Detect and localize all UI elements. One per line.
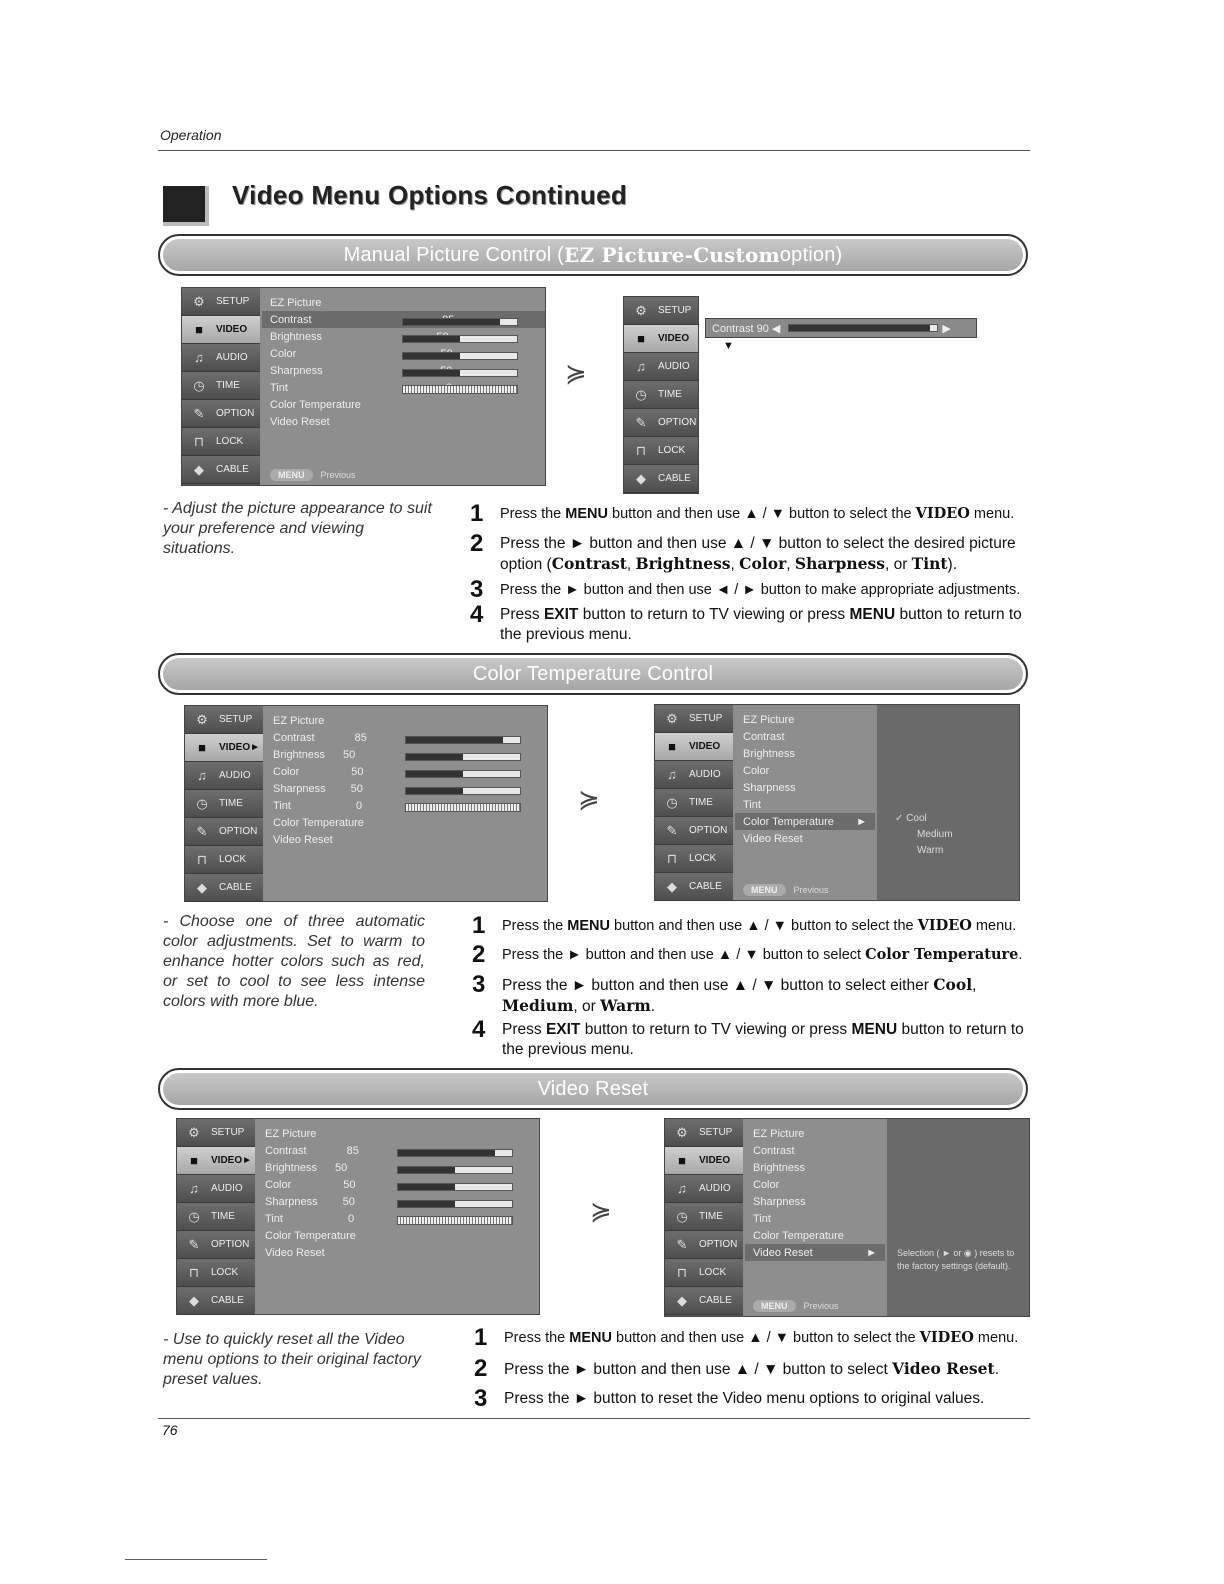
- tv-icon: ■: [195, 322, 203, 337]
- menu-brightness: Brightness 50: [273, 748, 356, 761]
- sidebar-video: ■ VIDEO ►: [185, 734, 263, 762]
- osd-sidebar-2: [624, 297, 698, 493]
- menu-ez-picture: EZ Picture: [753, 1127, 805, 1140]
- padlock-icon: ⊓: [676, 1264, 688, 1280]
- sidebar-lock: ⊓ LOCK: [185, 846, 263, 874]
- section-label: Operation: [160, 127, 222, 143]
- cable-icon: ◆: [667, 878, 677, 894]
- sidebar-audio: ♫ AUDIO: [624, 353, 698, 381]
- contrast-bar: [405, 736, 521, 744]
- brightness-bar: [402, 335, 518, 343]
- sidebar-audio: ♫ AUDIO: [665, 1175, 743, 1203]
- menu-ez-picture: EZ Picture: [273, 714, 325, 727]
- color-bar: [397, 1183, 513, 1191]
- menu-brightness: Brightness: [270, 330, 322, 343]
- section1-description: - Adjust the picture appearance to suit your preference and viewing situations.: [163, 500, 432, 557]
- tool-icon: ✎: [188, 1236, 200, 1252]
- padlock-icon: ⊓: [666, 850, 678, 866]
- banner-color-temperature: [158, 653, 1028, 695]
- menu-brightness: Brightness: [743, 747, 795, 760]
- osd-screen-video-menu-2: [184, 705, 548, 902]
- sidebar-time: ◷ TIME: [177, 1203, 255, 1231]
- menu-color: Color: [743, 764, 770, 777]
- menu-sharpness: Sharpness: [743, 781, 796, 794]
- menu-video-reset: Video Reset: [270, 415, 330, 428]
- sidebar-time: ◷ TIME: [655, 789, 733, 817]
- menu-sharpness: Sharpness: [270, 364, 323, 377]
- cable-icon: ◆: [194, 461, 204, 477]
- osd-menu-panel: [257, 1119, 539, 1314]
- menu-contrast: Contrast 85: [273, 731, 367, 744]
- speaker-icon: ♫: [677, 1181, 687, 1196]
- speaker-icon: ♫: [194, 350, 204, 365]
- wrench-icon: ⚙: [635, 302, 647, 318]
- speaker-icon: ♫: [197, 768, 207, 783]
- padlock-icon: ⊓: [188, 1264, 200, 1280]
- contrast-slider: [788, 324, 938, 332]
- sidebar-lock: ⊓ LOCK: [655, 845, 733, 873]
- tv-icon: ■: [198, 740, 206, 755]
- tv-icon: ■: [678, 1153, 686, 1168]
- banner-text: Color Temperature Control: [472, 662, 714, 685]
- wrench-icon: ⚙: [193, 293, 205, 309]
- contrast-bar: [402, 318, 518, 326]
- sidebar-time: ◷ TIME: [624, 381, 698, 409]
- arrow-right-icon: ≽: [590, 1196, 612, 1226]
- banner-text-a: Manual Picture Control (: [343, 243, 565, 266]
- tool-icon: ✎: [193, 405, 205, 421]
- section3-description: - Use to quickly reset all the Video menu options to their original factory preset values.: [163, 1331, 421, 1388]
- sidebar-lock: ⊓ LOCK: [177, 1259, 255, 1287]
- right-arrow-icon: ▶: [942, 322, 951, 335]
- padlock-icon: ⊓: [193, 433, 205, 449]
- sidebar-time: ◷ TIME: [665, 1203, 743, 1231]
- contrast-adjust-bar: [705, 318, 977, 338]
- menu-color: Color: [753, 1178, 780, 1191]
- sidebar-time: ◷ TIME: [185, 790, 263, 818]
- wrench-icon: ⚙: [188, 1124, 200, 1140]
- page-number: 76: [162, 1422, 178, 1438]
- menu-tint: Tint: [270, 381, 288, 394]
- sidebar-time: ◷ TIME: [182, 372, 260, 400]
- sidebar-setup: ⚙ SETUP: [665, 1119, 743, 1147]
- sidebar-video: ■ VIDEO ►: [177, 1147, 255, 1175]
- banner-manual-picture: [158, 234, 1028, 276]
- sidebar-video: ■ VIDEO: [655, 733, 733, 761]
- menu-footer: MENU Previous: [743, 884, 829, 896]
- menu-tint: Tint 0: [273, 799, 363, 812]
- menu-brightness: Brightness: [753, 1161, 805, 1174]
- tint-bar: [397, 1216, 513, 1225]
- tv-icon: ■: [668, 739, 676, 754]
- banner-text-c: option): [779, 243, 843, 266]
- option-cool: ✓ Cool: [895, 813, 927, 824]
- osd-sidebar: [665, 1119, 743, 1316]
- header-divider: [158, 150, 1030, 151]
- menu-brightness: Brightness 50: [265, 1161, 348, 1174]
- brightness-bar: [405, 753, 521, 761]
- menu-ez-picture: EZ Picture: [265, 1127, 317, 1140]
- speaker-icon: ♫: [667, 767, 677, 782]
- menu-tint: Tint 0: [265, 1212, 355, 1225]
- reset-note: Selection ( ► or ◉ ) resets to the factory settings (default).: [897, 1248, 1015, 1271]
- blue-underline: [125, 1559, 267, 1560]
- tool-icon: ✎: [635, 414, 647, 430]
- menu-sharpness: Sharpness: [753, 1195, 806, 1208]
- menu-contrast: Contrast: [743, 730, 785, 743]
- osd-sidebar: [182, 288, 260, 485]
- menu-contrast: Contrast: [753, 1144, 795, 1157]
- menu-tint: Tint: [743, 798, 761, 811]
- sharpness-bar: [397, 1200, 513, 1208]
- osd-menu-panel: [745, 1119, 885, 1316]
- tv-icon: ■: [637, 331, 645, 346]
- speaker-icon: ♫: [636, 359, 646, 374]
- menu-video-reset: Video Reset: [265, 1246, 325, 1259]
- arrow-right-icon: ≽: [565, 358, 587, 388]
- tool-icon: ✎: [666, 822, 678, 838]
- clock-icon: ◷: [666, 794, 678, 810]
- sidebar-video: ■ VIDEO: [624, 325, 698, 353]
- cable-icon: ◆: [636, 470, 646, 486]
- menu-color: Color: [270, 347, 297, 360]
- clock-icon: ◷: [193, 377, 205, 393]
- osd-menu-panel: [265, 706, 547, 901]
- sidebar-option: ✎ OPTION: [655, 817, 733, 845]
- sidebar-cable: ◆ CABLE: [655, 873, 733, 901]
- sidebar-option: ✎ OPTION: [665, 1231, 743, 1259]
- padlock-icon: ⊓: [196, 851, 208, 867]
- color-bar: [405, 770, 521, 778]
- menu-video-reset: Video Reset ►: [745, 1244, 885, 1261]
- sidebar-option: ✎ OPTION: [185, 818, 263, 846]
- osd-screen-video-menu-3: [176, 1118, 540, 1315]
- menu-sharpness: Sharpness 50: [265, 1195, 355, 1208]
- contrast-bar: [397, 1149, 513, 1157]
- sidebar-lock: ⊓ LOCK: [624, 437, 698, 465]
- menu-ez-picture: EZ Picture: [743, 713, 795, 726]
- sharpness-bar: [402, 369, 518, 377]
- menu-ez-picture: EZ Picture: [270, 296, 322, 309]
- padlock-icon: ⊓: [635, 442, 647, 458]
- osd-screen-video-reset: [664, 1118, 1030, 1317]
- osd-sidebar: [177, 1119, 255, 1314]
- sidebar-setup: ⚙ SETUP: [177, 1119, 255, 1147]
- tint-bar: [405, 803, 521, 812]
- sidebar-cable: ◆ CABLE: [182, 456, 260, 484]
- reset-note-panel: [887, 1119, 1029, 1316]
- banner-text: Video Reset: [537, 1077, 649, 1100]
- sidebar-audio: ♫ AUDIO: [185, 762, 263, 790]
- cable-icon: ◆: [677, 1292, 687, 1308]
- sidebar-option: ✎ OPTION: [177, 1231, 255, 1259]
- sidebar-audio: ♫ AUDIO: [655, 761, 733, 789]
- option-medium: Medium: [917, 829, 953, 840]
- menu-color: Color 50: [265, 1178, 356, 1191]
- menu-sharpness: Sharpness 50: [273, 782, 363, 795]
- menu-video-reset: Video Reset: [273, 833, 333, 846]
- menu-color-temperature: Color Temperature ►: [735, 813, 875, 830]
- menu-color-temperature: Color Temperature: [753, 1229, 844, 1242]
- arrow-right-icon: ≽: [578, 784, 600, 814]
- menu-contrast: Contrast 85: [265, 1144, 359, 1157]
- sidebar-cable: ◆ CABLE: [624, 465, 698, 493]
- tv-icon: ■: [190, 1153, 198, 1168]
- title-square-icon: [163, 186, 209, 226]
- menu-color: Color 50: [273, 765, 364, 778]
- sidebar-setup: ⚙ SETUP: [182, 288, 260, 316]
- osd-screen-contrast-adjust: [623, 296, 699, 494]
- clock-icon: ◷: [188, 1208, 200, 1224]
- wrench-icon: ⚙: [666, 710, 678, 726]
- osd-sidebar: [655, 705, 733, 900]
- sharpness-bar: [405, 787, 521, 795]
- osd-screen-color-temp: [654, 704, 1020, 901]
- clock-icon: ◷: [635, 386, 647, 402]
- cable-icon: ◆: [197, 879, 207, 895]
- tint-bar: [402, 385, 518, 394]
- menu-tint: Tint: [753, 1212, 771, 1225]
- menu-color-temperature: Color Temperature: [270, 398, 361, 411]
- sidebar-setup: ⚙ SETUP: [185, 706, 263, 734]
- contrast-adjust-label: Contrast 90 ◀: [712, 322, 781, 335]
- banner-text-b: EZ Picture-Custom: [564, 243, 780, 267]
- sidebar-audio: ♫ AUDIO: [177, 1175, 255, 1203]
- sidebar-audio: ♫ AUDIO: [182, 344, 260, 372]
- sidebar-option: ✎ OPTION: [182, 400, 260, 428]
- wrench-icon: ⚙: [676, 1124, 688, 1140]
- sidebar-setup: ⚙ SETUP: [624, 297, 698, 325]
- sidebar-video: ■ VIDEO: [665, 1147, 743, 1175]
- sidebar-option: ✎ OPTION: [624, 409, 698, 437]
- sidebar-lock: ⊓ LOCK: [665, 1259, 743, 1287]
- menu-color-temperature: Color Temperature: [273, 816, 364, 829]
- color-temp-options: [877, 705, 1019, 900]
- sidebar-cable: ◆ CABLE: [185, 874, 263, 902]
- osd-menu-panel: [735, 705, 875, 900]
- tool-icon: ✎: [196, 823, 208, 839]
- sidebar-setup: ⚙ SETUP: [655, 705, 733, 733]
- option-warm: Warm: [917, 845, 944, 856]
- menu-video-reset: Video Reset: [743, 832, 803, 845]
- osd-screen-video-menu: [181, 287, 546, 486]
- osd-sidebar: [185, 706, 263, 901]
- brightness-bar: [397, 1166, 513, 1174]
- banner-video-reset: [158, 1068, 1028, 1110]
- page-title: Video Menu Options Continued: [232, 180, 628, 210]
- tool-icon: ✎: [676, 1236, 688, 1252]
- clock-icon: ◷: [676, 1208, 688, 1224]
- speaker-icon: ♫: [189, 1181, 199, 1196]
- sidebar-cable: ◆ CABLE: [177, 1287, 255, 1315]
- clock-icon: ◷: [196, 795, 208, 811]
- wrench-icon: ⚙: [196, 711, 208, 727]
- sidebar-cable: ◆ CABLE: [665, 1287, 743, 1315]
- cable-icon: ◆: [189, 1292, 199, 1308]
- menu-footer: MENU Previous: [753, 1300, 839, 1312]
- footer-divider: [158, 1418, 1030, 1419]
- down-arrow-icon: ▼: [723, 340, 734, 352]
- menu-footer: MENU Previous: [270, 469, 356, 481]
- osd-menu-panel: [262, 288, 545, 485]
- color-bar: [402, 352, 518, 360]
- section2-description: - Choose one of three automatic color adjustments. Set to warm to enhance hotter colors such as red, or set to cool to see less intense colors with more blue.: [163, 913, 425, 1010]
- sidebar-video: ■ VIDEO: [182, 316, 260, 344]
- menu-color-temperature: Color Temperature: [265, 1229, 356, 1242]
- sidebar-lock: ⊓ LOCK: [182, 428, 260, 456]
- menu-contrast: Contrast: [262, 311, 545, 328]
